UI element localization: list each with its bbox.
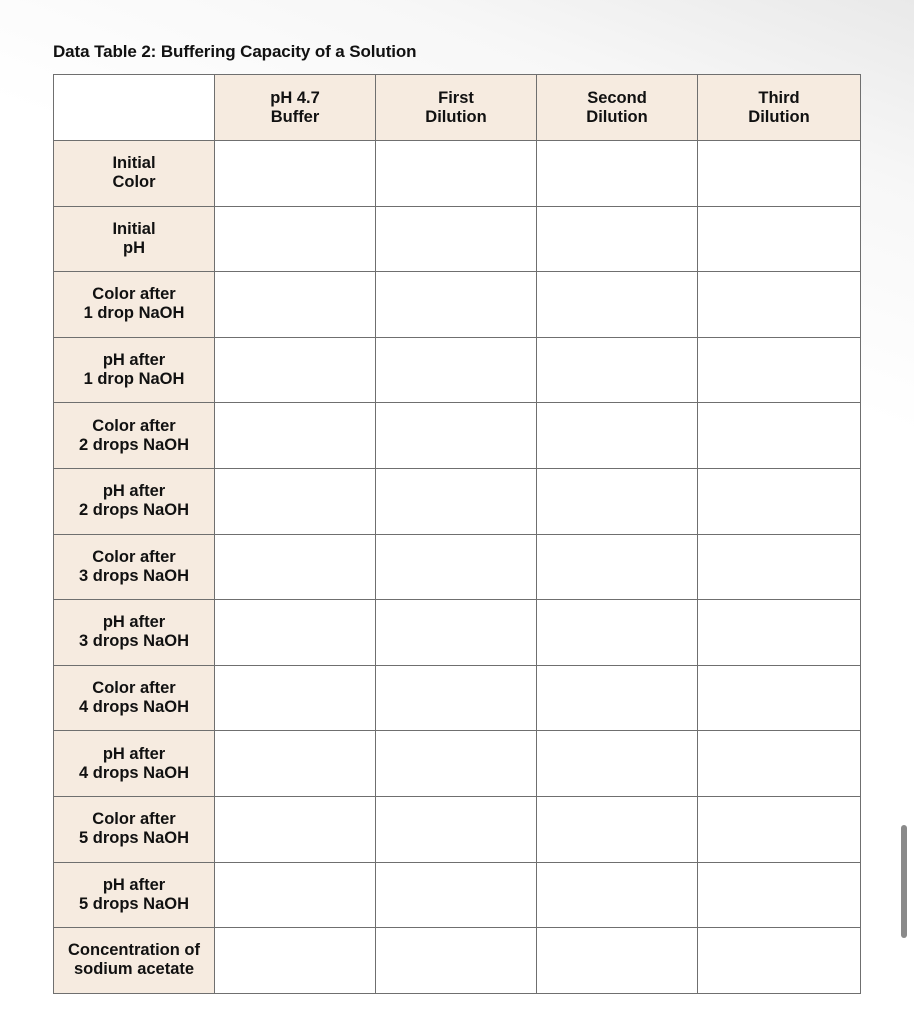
- data-entry-cell[interactable]: [698, 141, 861, 207]
- column-header-third-dilution: [698, 75, 861, 141]
- table-row: [54, 272, 861, 338]
- table-row: [54, 206, 861, 272]
- table-row: [54, 796, 861, 862]
- data-entry-cell[interactable]: [215, 928, 376, 994]
- row-header-label: Color after 4 drops NaOH: [78, 679, 190, 717]
- data-entry-cell[interactable]: [215, 206, 376, 272]
- row-header: [54, 862, 215, 928]
- row-header-label: Color after 3 drops NaOH: [78, 547, 190, 585]
- data-entry-cell[interactable]: [698, 731, 861, 797]
- data-entry-cell[interactable]: [376, 534, 537, 600]
- column-header-label: Second Dilution: [586, 88, 648, 126]
- table-row: [54, 141, 861, 207]
- data-entry-cell[interactable]: [376, 403, 537, 469]
- data-entry-cell[interactable]: [698, 862, 861, 928]
- table-row: [54, 600, 861, 666]
- row-header-label: Initial pH: [112, 219, 156, 257]
- data-entry-cell[interactable]: [537, 337, 698, 403]
- data-entry-cell[interactable]: [376, 272, 537, 338]
- data-entry-cell[interactable]: [698, 928, 861, 994]
- table-row: [54, 928, 861, 994]
- data-entry-cell[interactable]: [376, 141, 537, 207]
- row-header-label: pH after 4 drops NaOH: [78, 744, 190, 782]
- data-entry-cell[interactable]: [215, 600, 376, 666]
- data-entry-cell[interactable]: [376, 337, 537, 403]
- vertical-scrollbar[interactable]: [901, 825, 907, 938]
- data-entry-cell[interactable]: [537, 731, 698, 797]
- data-entry-cell[interactable]: [215, 141, 376, 207]
- data-entry-cell[interactable]: [698, 206, 861, 272]
- header-row: [54, 75, 861, 141]
- row-header-label: pH after 5 drops NaOH: [78, 875, 190, 913]
- row-header-label: Concentration of sodium acetate: [68, 941, 200, 979]
- row-header: [54, 534, 215, 600]
- row-header-label: Color after 2 drops NaOH: [78, 416, 190, 454]
- row-header-label: pH after 2 drops NaOH: [78, 482, 190, 520]
- table-row: [54, 468, 861, 534]
- corner-cell: [54, 75, 215, 141]
- data-entry-cell[interactable]: [537, 468, 698, 534]
- table-row: [54, 862, 861, 928]
- row-header: [54, 468, 215, 534]
- data-entry-cell[interactable]: [698, 468, 861, 534]
- data-entry-cell[interactable]: [698, 272, 861, 338]
- data-entry-cell[interactable]: [537, 534, 698, 600]
- data-entry-cell[interactable]: [537, 141, 698, 207]
- data-entry-cell[interactable]: [376, 206, 537, 272]
- data-entry-cell[interactable]: [376, 665, 537, 731]
- data-entry-cell[interactable]: [215, 665, 376, 731]
- data-entry-cell[interactable]: [698, 534, 861, 600]
- data-entry-cell[interactable]: [698, 337, 861, 403]
- data-entry-cell[interactable]: [698, 403, 861, 469]
- data-entry-cell[interactable]: [698, 796, 861, 862]
- data-entry-cell[interactable]: [537, 206, 698, 272]
- table-title: Data Table 2: Buffering Capacity of a Solution: [53, 42, 417, 61]
- row-header-label: pH after 3 drops NaOH: [78, 613, 190, 651]
- data-entry-cell[interactable]: [376, 468, 537, 534]
- row-header: [54, 796, 215, 862]
- data-entry-cell[interactable]: [376, 731, 537, 797]
- row-header: [54, 403, 215, 469]
- data-entry-cell[interactable]: [376, 796, 537, 862]
- row-header: [54, 731, 215, 797]
- table-row: [54, 731, 861, 797]
- data-entry-cell[interactable]: [537, 272, 698, 338]
- data-entry-cell[interactable]: [215, 337, 376, 403]
- column-header-label: First Dilution: [425, 88, 487, 126]
- data-entry-cell[interactable]: [537, 600, 698, 666]
- data-entry-cell[interactable]: [376, 928, 537, 994]
- table-row: [54, 665, 861, 731]
- row-header: [54, 600, 215, 666]
- row-header: [54, 928, 215, 994]
- column-header-label: Third Dilution: [748, 88, 810, 126]
- column-header-ph-buffer: [215, 75, 376, 141]
- table-row: [54, 337, 861, 403]
- data-entry-cell[interactable]: [215, 468, 376, 534]
- row-header: [54, 141, 215, 207]
- row-header: [54, 272, 215, 338]
- row-header: [54, 665, 215, 731]
- data-entry-cell[interactable]: [215, 403, 376, 469]
- table-row: [54, 534, 861, 600]
- table-row: [54, 403, 861, 469]
- data-entry-cell[interactable]: [376, 600, 537, 666]
- data-entry-cell[interactable]: [537, 928, 698, 994]
- row-header-label: Initial Color: [112, 154, 156, 192]
- data-entry-cell[interactable]: [376, 862, 537, 928]
- row-header-label: pH after 1 drop NaOH: [83, 351, 185, 389]
- column-header-first-dilution: [376, 75, 537, 141]
- data-entry-cell[interactable]: [698, 600, 861, 666]
- data-entry-cell[interactable]: [537, 403, 698, 469]
- row-header: [54, 206, 215, 272]
- column-header-label: pH 4.7 Buffer: [270, 88, 320, 126]
- row-header: [54, 337, 215, 403]
- data-table: [53, 74, 861, 994]
- row-header-label: Color after 5 drops NaOH: [78, 810, 190, 848]
- data-entry-cell[interactable]: [215, 862, 376, 928]
- row-header-label: Color after 1 drop NaOH: [83, 285, 185, 323]
- data-entry-cell[interactable]: [215, 796, 376, 862]
- data-entry-cell[interactable]: [215, 731, 376, 797]
- column-header-second-dilution: [537, 75, 698, 141]
- data-entry-cell[interactable]: [215, 272, 376, 338]
- data-entry-cell[interactable]: [537, 862, 698, 928]
- data-entry-cell[interactable]: [537, 796, 698, 862]
- table-body: [54, 141, 861, 994]
- data-entry-cell[interactable]: [215, 534, 376, 600]
- data-entry-cell[interactable]: [537, 665, 698, 731]
- data-entry-cell[interactable]: [698, 665, 861, 731]
